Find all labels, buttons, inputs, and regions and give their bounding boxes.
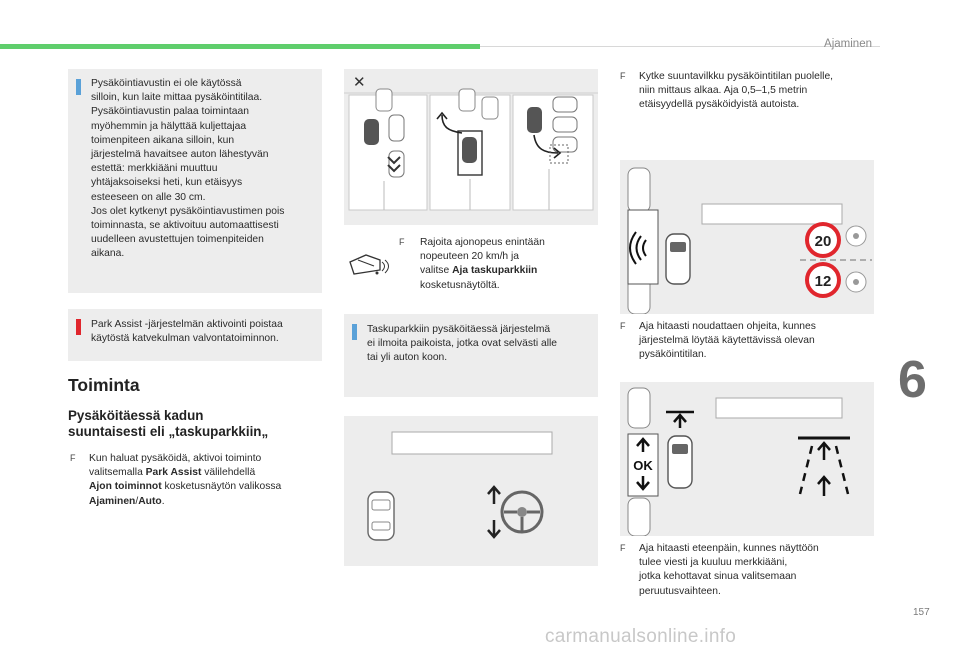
bullet-icon: F	[70, 453, 76, 463]
step-reverse	[620, 542, 880, 599]
bullet-icon: F	[399, 237, 405, 247]
subheading-line-2: suuntaisesti eli „taskuparkkiin„	[68, 424, 269, 440]
info-note-box-2	[344, 314, 598, 397]
ok-icon: OK	[633, 458, 653, 473]
step-activate	[70, 452, 322, 509]
steering-figure	[344, 416, 598, 566]
watermark: carmanualsonline.info	[545, 626, 737, 647]
arrow-up-left-icon	[488, 487, 500, 504]
parked-car	[368, 492, 394, 540]
speed-sign-top: 20	[814, 233, 832, 250]
step-reverse-text: Aja hitaasti eteenpäin, kunnes näyttöön tulee viesti ja kuuluu merkkiääni, jotka kehottavat sinua valitsemaan peruutusvaihteen.	[639, 543, 819, 597]
close-icon: ✕	[353, 74, 366, 91]
measuring-illustration	[620, 160, 874, 314]
arrow-down-right-icon	[488, 520, 500, 537]
warning-marker-icon	[76, 319, 81, 335]
parking-mode-panel-1	[349, 89, 427, 210]
info-marker-icon	[76, 79, 81, 95]
header-accent-bar	[0, 44, 480, 49]
step-activate-text: Kun haluat pysäköidä, aktivoi toiminto valitsemalla Park Assist välilehdellä Ajon toiminnot kosketusnäytön valikossa Ajaminen/Auto.	[89, 453, 282, 507]
bullet-icon: F	[620, 71, 626, 81]
parking-mode-panel-2	[430, 89, 510, 210]
page-number: 157	[913, 607, 930, 618]
info-note-box	[68, 69, 322, 293]
subheading	[68, 408, 268, 441]
steering-wheel-icon	[502, 492, 542, 532]
parking-modes-illustration	[344, 69, 598, 225]
measuring-figure	[620, 160, 874, 314]
info-note-text: Pysäköintiavustin ei ole käytössä silloin, kun laite mittaa pysäköintitilaa. Pysäköintiavustin palaa toimintaan myöhemmin ja hälyttää kuljettajaa toimenpiteen aikana silloin, kun järjestelmä havaitsee auton lähestyvän estettä: merkkiääni muuttuu yhtäjaksoiseksi heti, kun etäisyys esteeseen on alle 30 cm. Jos olet kytkenyt pysäköintiavustimen pois toiminnasta, se aktivoituu automaattisesti uudelleen avustettujen toimenpiteiden aikana.	[91, 78, 285, 260]
step-limit-speed-text: Rajoita ajonopeus enintään nopeuteen 20 km/h ja valitse Aja taskuparkkiin kosketusnäytöltä.	[420, 237, 545, 291]
speed-sign-bottom: 12	[814, 273, 832, 290]
steering-illustration	[344, 416, 598, 566]
section-heading: Toiminta	[68, 375, 140, 395]
step-indicator	[620, 70, 880, 113]
step-find-space-text: Aja hitaasti noudattaen ohjeita, kunnes järjestelmä löytää käytettävissä olevan pysäköintitilan.	[639, 321, 816, 361]
step-limit-speed	[399, 236, 599, 293]
parking-mode-panel-3	[513, 95, 593, 210]
ok-illustration	[620, 382, 874, 536]
header-rule	[480, 46, 880, 47]
parking-modes-figure	[344, 69, 598, 225]
bullet-icon: F	[620, 543, 626, 553]
info-note-text-2: Taskuparkkiin pysäköitäessä järjestelmä ei ilmoita paikoista, jotka ovat selvästi alle tai yli auton koon.	[367, 324, 558, 364]
warning-note-box	[68, 309, 322, 361]
bullet-icon: F	[620, 321, 626, 331]
warning-note-text: Park Assist -järjestelmän aktivointi poistaa käytöstä katvekulman valvontatoiminnon.	[91, 319, 283, 345]
step-indicator-text: Kytke suuntavilkku pysäköintitilan puolelle, niin mittaus alkaa. Aja 0,5–1,5 metrin etäisyydellä pysäköidyistä autoista.	[639, 71, 834, 111]
step-find-space	[620, 320, 880, 363]
info-marker-icon	[352, 324, 357, 340]
ok-figure	[620, 382, 874, 536]
car-sensor-icon	[346, 248, 394, 278]
chapter-number: 6	[898, 351, 927, 409]
section-title: Ajaminen	[824, 38, 872, 50]
subheading-line-1: Pysäköitäessä kadun	[68, 408, 204, 423]
